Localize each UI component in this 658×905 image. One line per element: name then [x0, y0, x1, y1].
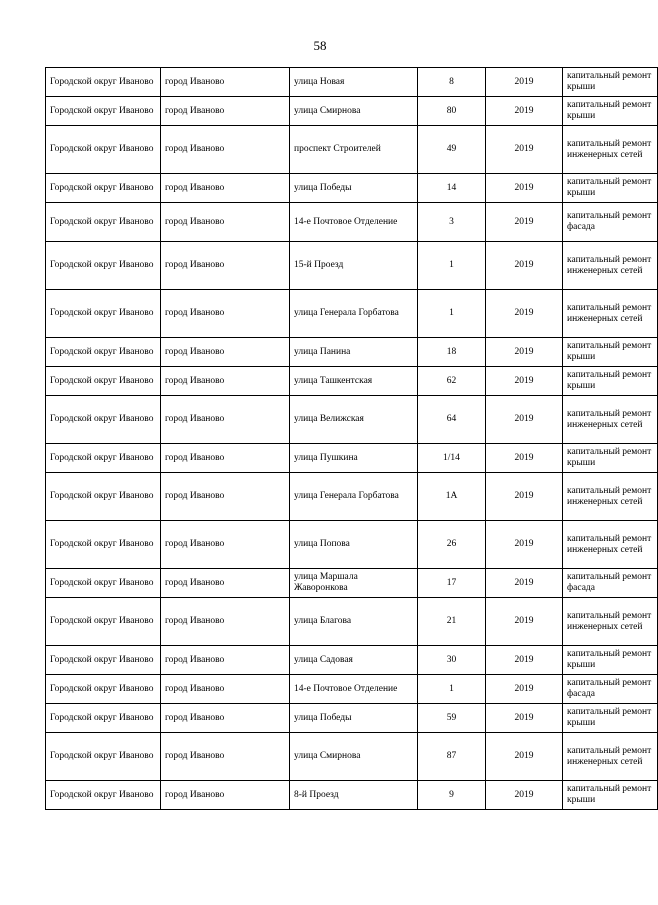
- table-row: [46, 203, 658, 242]
- year-cell: 2019: [486, 781, 563, 810]
- municipality-cell: Городской округ Иваново: [46, 521, 161, 569]
- year-cell: 2019: [486, 203, 563, 242]
- house-number-cell: 14: [418, 174, 486, 203]
- street-cell: улица Садовая: [290, 646, 418, 675]
- municipality-cell: Городской округ Иваново: [46, 733, 161, 781]
- table-row: [46, 242, 658, 290]
- city-cell: город Иваново: [161, 290, 290, 338]
- house-number-cell: 3: [418, 203, 486, 242]
- year-cell: 2019: [486, 598, 563, 646]
- work-type-cell: капитальный ремонт крыши: [563, 367, 658, 396]
- street-cell: улица Попова: [290, 521, 418, 569]
- year-cell: 2019: [486, 97, 563, 126]
- municipality-cell: Городской округ Иваново: [46, 598, 161, 646]
- table-row: [46, 733, 658, 781]
- street-cell: улица Новая: [290, 68, 418, 97]
- year-cell: 2019: [486, 338, 563, 367]
- street-cell: улица Панина: [290, 338, 418, 367]
- city-cell: город Иваново: [161, 396, 290, 444]
- city-cell: город Иваново: [161, 126, 290, 174]
- city-cell: город Иваново: [161, 367, 290, 396]
- house-number-cell: 62: [418, 367, 486, 396]
- municipality-cell: Городской округ Иваново: [46, 203, 161, 242]
- year-cell: 2019: [486, 242, 563, 290]
- table-body: [46, 68, 658, 810]
- work-type-cell: капитальный ремонт инженерных сетей: [563, 396, 658, 444]
- house-number-cell: 80: [418, 97, 486, 126]
- work-type-cell: капитальный ремонт фасада: [563, 569, 658, 598]
- table-row: [46, 97, 658, 126]
- city-cell: город Иваново: [161, 646, 290, 675]
- street-cell: улица Генерала Горбатова: [290, 473, 418, 521]
- municipality-cell: Городской округ Иваново: [46, 242, 161, 290]
- table-row: [46, 68, 658, 97]
- street-cell: улица Генерала Горбатова: [290, 290, 418, 338]
- street-cell: улица Смирнова: [290, 97, 418, 126]
- street-cell: проспект Строителей: [290, 126, 418, 174]
- city-cell: город Иваново: [161, 97, 290, 126]
- year-cell: 2019: [486, 473, 563, 521]
- house-number-cell: 1А: [418, 473, 486, 521]
- house-number-cell: 59: [418, 704, 486, 733]
- work-type-cell: капитальный ремонт инженерных сетей: [563, 598, 658, 646]
- municipality-cell: Городской округ Иваново: [46, 126, 161, 174]
- municipality-cell: Городской округ Иваново: [46, 781, 161, 810]
- municipality-cell: Городской округ Иваново: [46, 396, 161, 444]
- work-type-cell: капитальный ремонт инженерных сетей: [563, 733, 658, 781]
- municipality-cell: Городской округ Иваново: [46, 473, 161, 521]
- street-cell: улица Пушкина: [290, 444, 418, 473]
- table-row: [46, 444, 658, 473]
- year-cell: 2019: [486, 68, 563, 97]
- city-cell: город Иваново: [161, 444, 290, 473]
- table-row: [46, 569, 658, 598]
- house-number-cell: 1: [418, 675, 486, 704]
- house-number-cell: 1/14: [418, 444, 486, 473]
- table-row: [46, 646, 658, 675]
- year-cell: 2019: [486, 126, 563, 174]
- municipality-cell: Городской округ Иваново: [46, 569, 161, 598]
- work-type-cell: капитальный ремонт инженерных сетей: [563, 473, 658, 521]
- year-cell: 2019: [486, 675, 563, 704]
- table-row: [46, 781, 658, 810]
- year-cell: 2019: [486, 367, 563, 396]
- work-type-cell: капитальный ремонт инженерных сетей: [563, 242, 658, 290]
- work-type-cell: капитальный ремонт крыши: [563, 174, 658, 203]
- house-number-cell: 8: [418, 68, 486, 97]
- house-number-cell: 49: [418, 126, 486, 174]
- city-cell: город Иваново: [161, 675, 290, 704]
- municipality-cell: Городской округ Иваново: [46, 68, 161, 97]
- work-type-cell: капитальный ремонт крыши: [563, 781, 658, 810]
- work-type-cell: капитальный ремонт фасада: [563, 675, 658, 704]
- work-type-cell: капитальный ремонт крыши: [563, 444, 658, 473]
- city-cell: город Иваново: [161, 781, 290, 810]
- work-type-cell: капитальный ремонт крыши: [563, 338, 658, 367]
- year-cell: 2019: [486, 733, 563, 781]
- year-cell: 2019: [486, 646, 563, 675]
- house-number-cell: 30: [418, 646, 486, 675]
- city-cell: город Иваново: [161, 68, 290, 97]
- table-row: [46, 367, 658, 396]
- year-cell: 2019: [486, 521, 563, 569]
- house-number-cell: 1: [418, 242, 486, 290]
- street-cell: улица Победы: [290, 174, 418, 203]
- year-cell: 2019: [486, 704, 563, 733]
- municipality-cell: Городской округ Иваново: [46, 444, 161, 473]
- work-type-cell: капитальный ремонт крыши: [563, 68, 658, 97]
- street-cell: улица Маршала Жаворонкова: [290, 569, 418, 598]
- street-cell: улица Ташкентская: [290, 367, 418, 396]
- work-type-cell: капитальный ремонт инженерных сетей: [563, 290, 658, 338]
- city-cell: город Иваново: [161, 733, 290, 781]
- table-row: [46, 174, 658, 203]
- house-number-cell: 1: [418, 290, 486, 338]
- street-cell: 15-й Проезд: [290, 242, 418, 290]
- city-cell: город Иваново: [161, 174, 290, 203]
- work-type-cell: капитальный ремонт крыши: [563, 646, 658, 675]
- street-cell: 14-е Почтовое Отделение: [290, 203, 418, 242]
- city-cell: город Иваново: [161, 569, 290, 598]
- house-number-cell: 87: [418, 733, 486, 781]
- city-cell: город Иваново: [161, 338, 290, 367]
- work-type-cell: капитальный ремонт инженерных сетей: [563, 126, 658, 174]
- municipality-cell: Городской округ Иваново: [46, 704, 161, 733]
- city-cell: город Иваново: [161, 521, 290, 569]
- house-number-cell: 21: [418, 598, 486, 646]
- table-row: [46, 598, 658, 646]
- city-cell: город Иваново: [161, 704, 290, 733]
- repair-program-table: [45, 67, 658, 810]
- year-cell: 2019: [486, 444, 563, 473]
- municipality-cell: Городской округ Иваново: [46, 675, 161, 704]
- municipality-cell: Городской округ Иваново: [46, 367, 161, 396]
- table-row: [46, 704, 658, 733]
- table-row: [46, 338, 658, 367]
- city-cell: город Иваново: [161, 473, 290, 521]
- house-number-cell: 18: [418, 338, 486, 367]
- municipality-cell: Городской округ Иваново: [46, 338, 161, 367]
- house-number-cell: 64: [418, 396, 486, 444]
- city-cell: город Иваново: [161, 203, 290, 242]
- municipality-cell: Городской округ Иваново: [46, 174, 161, 203]
- city-cell: город Иваново: [161, 598, 290, 646]
- street-cell: улица Победы: [290, 704, 418, 733]
- city-cell: город Иваново: [161, 242, 290, 290]
- table-row: [46, 396, 658, 444]
- street-cell: 8-й Проезд: [290, 781, 418, 810]
- table-row: [46, 675, 658, 704]
- municipality-cell: Городской округ Иваново: [46, 97, 161, 126]
- work-type-cell: капитальный ремонт инженерных сетей: [563, 521, 658, 569]
- street-cell: улица Велижская: [290, 396, 418, 444]
- year-cell: 2019: [486, 174, 563, 203]
- work-type-cell: капитальный ремонт крыши: [563, 704, 658, 733]
- work-type-cell: капитальный ремонт крыши: [563, 97, 658, 126]
- house-number-cell: 9: [418, 781, 486, 810]
- house-number-cell: 26: [418, 521, 486, 569]
- municipality-cell: Городской округ Иваново: [46, 290, 161, 338]
- table-row: [46, 521, 658, 569]
- year-cell: 2019: [486, 569, 563, 598]
- municipality-cell: Городской округ Иваново: [46, 646, 161, 675]
- house-number-cell: 17: [418, 569, 486, 598]
- year-cell: 2019: [486, 290, 563, 338]
- year-cell: 2019: [486, 396, 563, 444]
- work-type-cell: капитальный ремонт фасада: [563, 203, 658, 242]
- table-row: [46, 290, 658, 338]
- street-cell: улица Благова: [290, 598, 418, 646]
- street-cell: улица Смирнова: [290, 733, 418, 781]
- page-number: 58: [313, 38, 327, 53]
- table-row: [46, 126, 658, 174]
- street-cell: 14-е Почтовое Отделение: [290, 675, 418, 704]
- table-row: [46, 473, 658, 521]
